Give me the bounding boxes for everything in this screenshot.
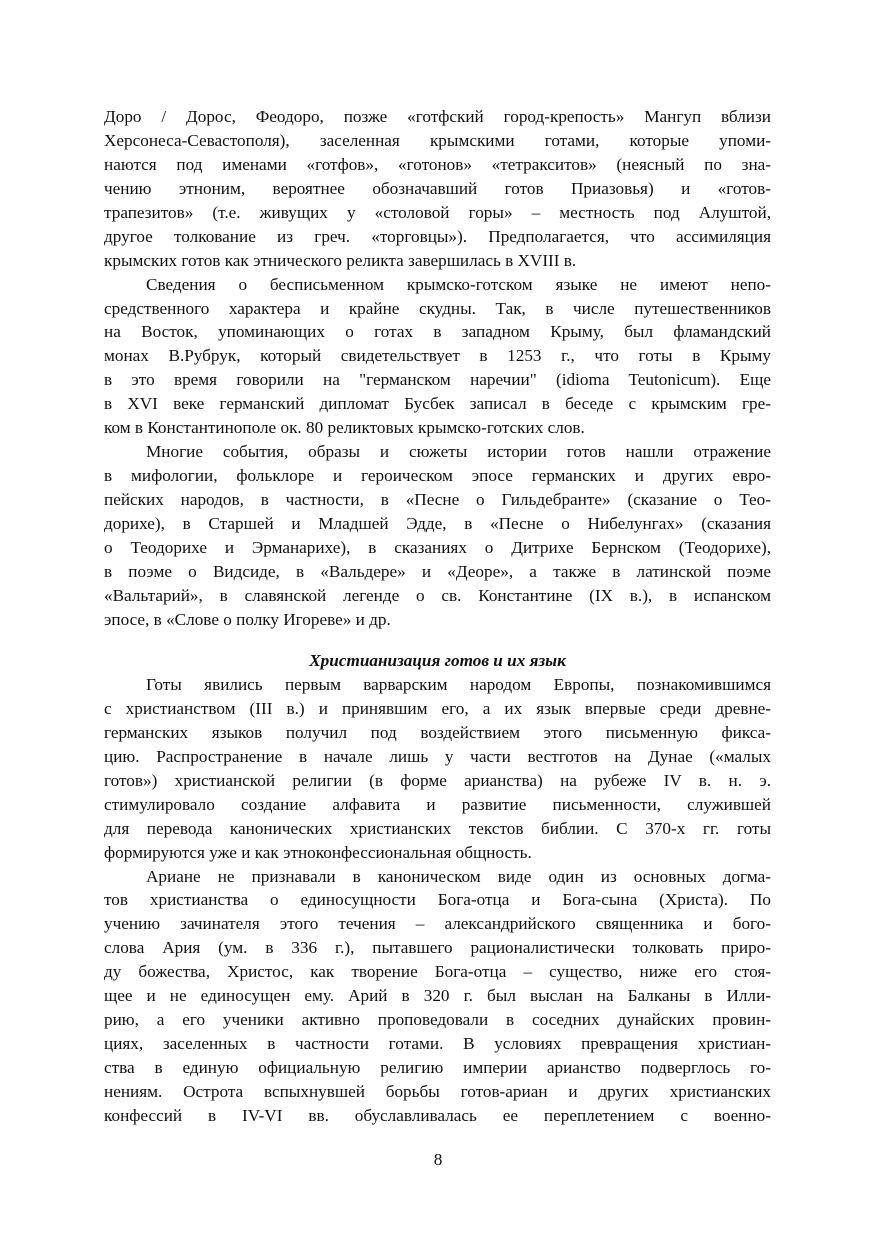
- text-line: ства в единую официальную религию империи арианство подверглось го-: [104, 1058, 771, 1077]
- text-line: крымских готов как этнического реликта завершилась в XVIII в.: [104, 250, 577, 270]
- text-line: средственного характера и крайне скудны. Так, в числе путешественников: [104, 298, 771, 318]
- text-line: в поэме о Видсиде, в «Вальдере» и «Деоре», а также в латинской поэме: [104, 561, 771, 581]
- text-line: трапезитов» (т.е. живущих у «столовой горы» – местность под Алуштой,: [104, 202, 771, 222]
- section-heading: Христианизация готов и их язык: [309, 651, 566, 670]
- text-line: для перевода канонических христианских текстов библии. С 370-х гг. готы: [104, 818, 771, 838]
- text-line: дорихе), в Старшей и Младшей Эдде, в «Песне о Нибелунгах» (сказания: [104, 513, 771, 533]
- text-line: в XVI веке германский дипломат Бусбек записал в беседе с крымским гре-: [104, 394, 771, 414]
- text-line: «Вальтарий», в славянской легенде о св. Константине (IX в.), в испанском: [104, 585, 771, 605]
- text-line: Ариане не признавали в каноническом виде один из основных догма-: [146, 866, 771, 886]
- text-line: с христианством (III в.) и принявшим его, а их язык впервые среди древне-: [104, 698, 771, 718]
- text-line: рию, а его ученики активно проповедовали в соседних дунайских провин-: [104, 1010, 771, 1030]
- text-line: слова Ария (ум. в 336 г.), пытавшего рационалистически толковать приро-: [104, 938, 771, 958]
- text-line: в это время говорили на "германском наречии" (idioma Teutonicum). Еще: [104, 370, 771, 390]
- text-line: монах В.Рубрук, который свидетельствует в 1253 г., что готы в Крыму: [104, 346, 771, 366]
- text-line: о Теодорихе и Эрманарихе), в сказаниях о Дитрихе Бернском (Теодорихе),: [104, 537, 771, 557]
- text-line: в мифологии, фольклоре и героическом эпосе германских и других евро-: [104, 466, 771, 486]
- text-line: ком в Константинополе ок. 80 реликтовых крымско-готских слов.: [104, 418, 585, 438]
- text-line: готов») христианской религии (в форме арианства) на рубеже IV в. н. э.: [104, 770, 771, 790]
- text-line: ду божества, Христос, как творение Бога-отца – существо, ниже его стоя-: [104, 962, 771, 982]
- text-line: чению этноним, вероятнее обозначавший готов Приазовья) и «готов-: [104, 178, 771, 198]
- text-line: формируются уже и как этноконфессиональная общность.: [104, 842, 532, 862]
- text-line: тов христианства о единосущности Бога-отца и Бога-сына (Христа). По: [104, 890, 771, 910]
- text-line: щее и не единосущен ему. Арий в 320 г. был выслан на Балканы в Илли-: [104, 986, 771, 1006]
- text-line: другое толкование из греч. «торговцы»). Предполагается, что ассимиляция: [104, 226, 771, 246]
- text-line: Готы явились первым варварским народом Европы, познакомившимся: [146, 675, 771, 694]
- text-line: стимулировало создание алфавита и развитие письменности, служившей: [104, 794, 771, 814]
- text-line: Доро / Дорос, Феодоро, позже «готфский город-крепость» Мангуп вблизи: [104, 107, 771, 126]
- text-line: нениям. Острота вспыхнувшей борьбы готов-ариан и других христианских: [104, 1081, 771, 1101]
- text-line: Сведения о бесписьменном крымско-готском языке не имеют непо-: [146, 274, 771, 294]
- text-line: Херсонеса-Севастополя), заселенная крымскими готами, которые упоми-: [104, 130, 771, 150]
- text-line: цию. Распространение в начале лишь у части вестготов на Дунае («малых: [104, 746, 771, 766]
- text-line: конфессий в IV-VI вв. обуславливалась ее переплетением с военно-: [104, 1105, 771, 1125]
- text-line: германских языков получил под воздействием этого письменную фикса-: [104, 722, 771, 742]
- text-line: учению зачинателя этого течения – александрийского священника и бого-: [104, 914, 771, 934]
- text-line: пейских народов, в частности, в «Песне о Гильдебранте» (сказание о Тео-: [104, 490, 771, 509]
- text-line: циях, заселенных в частности готами. В условиях превращения христиан-: [104, 1034, 771, 1054]
- text-line: наются под именами «готфов», «готонов» «тетракситов» (неясный по зна-: [104, 154, 771, 174]
- page-number: 8: [433, 1150, 443, 1169]
- text-line: эпосе, в «Слове о полку Игореве» и др.: [104, 609, 391, 629]
- body-text-lower: [104, 673, 771, 1128]
- text-line: Многие события, образы и сюжеты истории готов нашли отражение: [146, 442, 771, 462]
- body-text-upper: [104, 105, 771, 632]
- text-line: на Восток, упоминающих о готах в западном Крыму, был фламандский: [104, 322, 771, 342]
